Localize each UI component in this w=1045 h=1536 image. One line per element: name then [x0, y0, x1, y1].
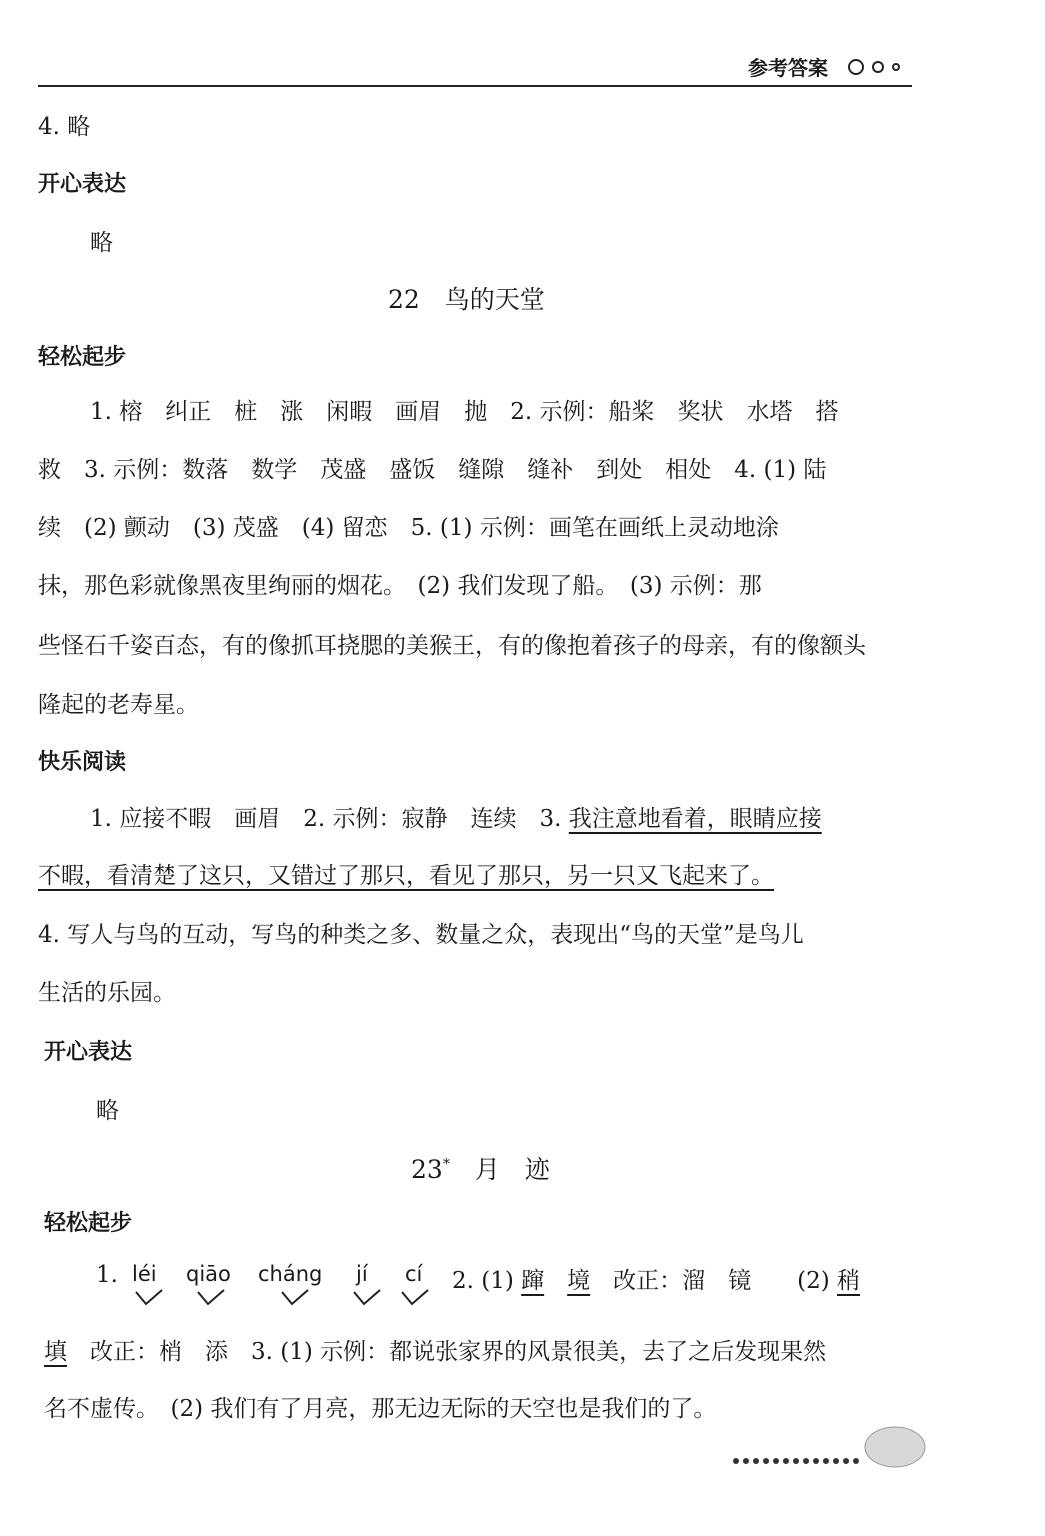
lesson-23-s1-line1-u2: 境 [567, 1268, 591, 1294]
check-mark-icon [196, 1288, 226, 1308]
lesson-22-s2-line1-underlined: 我注意地看着，眼睛应接 [568, 806, 822, 832]
lesson-22-s1-line: 1. 榕 纠正 桩 涨 闲暇 画眉 抛 2. 示例：船桨 奖状 水塔 搭 [90, 399, 839, 425]
lesson-23-pinyin-prefix: 1. [96, 1262, 118, 1288]
check-mark-icon [134, 1288, 164, 1308]
lesson-22-s2-line2-underlined: 不暇，看清楚了这只，又错过了那只，看见了那只，另一只又飞起来了。 [38, 863, 774, 889]
lesson-23-section1-head: 轻松起步 [44, 1211, 133, 1236]
lesson-22-s1-line: 隆起的老寿星。 [38, 692, 199, 718]
lesson-22-s2-line1 [90, 800, 822, 833]
check-mark-icon [280, 1288, 310, 1308]
top-item-4: 4. 略 [38, 114, 91, 140]
lesson-22-s2-line3: 4. 写人与鸟的互动，写鸟的种类之多、数量之众，表现出“鸟的天堂”是鸟儿 [38, 922, 804, 948]
lesson-23-s1-line1-a: 2. (1) [452, 1268, 522, 1294]
lesson-23-s1-line1-u3: 稍 [837, 1268, 861, 1294]
lesson-22-section2-head: 快乐阅读 [38, 750, 127, 775]
pinyin-item: jí [356, 1262, 368, 1286]
lesson-23-title-number: 23 [411, 1155, 443, 1184]
footer-dots-icon [732, 1454, 872, 1468]
lesson-22-s1-line: 些怪石千姿百态，有的像抓耳挠腮的美猴王，有的像抱着孩子的母亲，有的像额头 [38, 633, 866, 659]
header-rule [38, 85, 912, 87]
lesson-23-title-mark: * [442, 1156, 450, 1173]
lesson-23-title [411, 1150, 550, 1186]
pinyin-item: cháng [258, 1262, 323, 1286]
lesson-23-s1-line1 [452, 1262, 860, 1295]
lesson-23-s1-line1-c: 改正：溜 镜 (2) [590, 1268, 838, 1294]
header-label: 参考答案 [748, 56, 828, 80]
lesson-22-s1-line: 续 (2) 颤动 (3) 茂盛 (4) 留恋 5. (1) 示例：画笔在画纸上灵动地涂 [38, 515, 779, 541]
lesson-22-section3-head: 开心表达 [44, 1040, 133, 1065]
lesson-23-s1-line1-b [544, 1268, 567, 1294]
lesson-22-s2-line2 [38, 857, 774, 890]
pinyin-item: cí [405, 1262, 423, 1286]
lesson-22-s2-line1-text: 1. 应接不暇 画眉 2. 示例：寂静 连续 3. [90, 806, 569, 832]
lesson-23-s1-line3: 名不虚传。 (2) 我们有了月亮，那无边无际的天空也是我们的了。 [44, 1396, 717, 1422]
lesson-23-s1-line2-u1: 填 [44, 1339, 67, 1365]
header-circles-icon [846, 57, 906, 77]
check-mark-icon [400, 1288, 430, 1308]
check-mark-icon [352, 1288, 382, 1308]
top-section-head: 开心表达 [38, 172, 127, 197]
lesson-23-s1-line1-u1: 蹿 [521, 1268, 545, 1294]
lesson-22-section1-head: 轻松起步 [38, 345, 127, 370]
lesson-22-section3-answer: 略 [96, 1098, 119, 1124]
pinyin-item: qiāo [186, 1262, 231, 1286]
lesson-23-s1-line2-rest: 改正：梢 添 3. (1) 示例：都说张家界的风景很美，去了之后发现果然 [67, 1339, 827, 1365]
lesson-23-title-text: 月 迹 [474, 1155, 550, 1184]
lesson-22-title: 22 鸟的天堂 [388, 285, 545, 314]
pinyin-item: léi [132, 1262, 157, 1286]
lesson-22-s2-line4: 生活的乐园。 [38, 980, 176, 1006]
top-answer: 略 [90, 230, 113, 256]
lesson-23-s1-line2 [44, 1333, 826, 1366]
lesson-22-s1-line: 抹，那色彩就像黑夜里绚丽的烟花。 (2) 我们发现了船。 (3) 示例：那 [38, 573, 762, 599]
lesson-22-s1-line: 救 3. 示例：数落 数学 茂盛 盛饭 缝隙 缝补 到处 相处 4. (1) 陆 [38, 457, 827, 483]
